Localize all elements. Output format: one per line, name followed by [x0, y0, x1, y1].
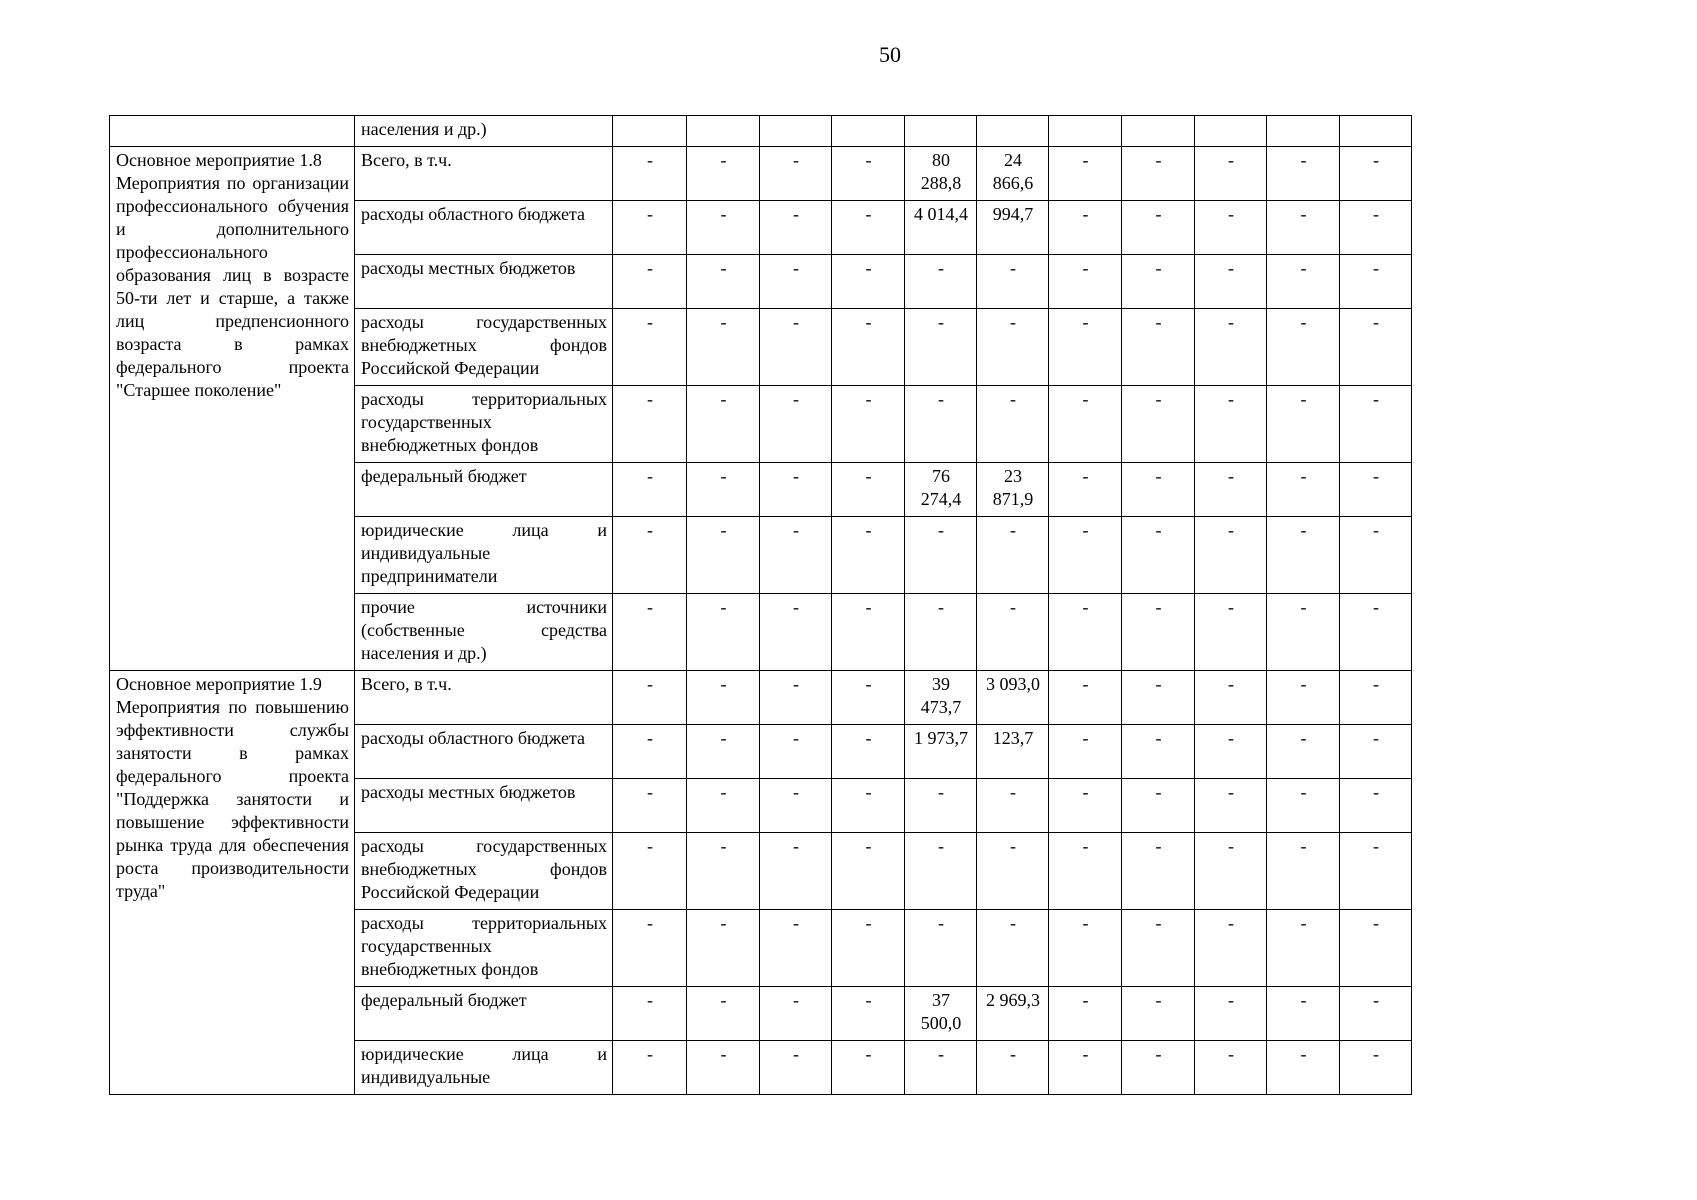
value-cell: -	[1049, 1041, 1122, 1095]
value-cell: -	[1195, 517, 1267, 594]
value-cell: -	[760, 517, 832, 594]
value-cell: -	[905, 255, 977, 309]
value-cell: -	[687, 386, 760, 463]
value-cell: -	[1195, 594, 1267, 671]
source-cell: расходы местных бюджетов	[355, 255, 613, 309]
source-cell: расходы государственных внебюджетных фондов Российской Федерации	[355, 309, 613, 386]
value-cell: 24 866,6	[977, 147, 1049, 201]
value-cell: -	[832, 779, 905, 833]
value-cell: 1 973,7	[905, 725, 977, 779]
value-cell: -	[1122, 1041, 1195, 1095]
value-cell: -	[1267, 594, 1340, 671]
value-cell: -	[1267, 987, 1340, 1041]
value-cell: 4 014,4	[905, 201, 977, 255]
value-cell: -	[613, 201, 687, 255]
value-cell: -	[1195, 833, 1267, 910]
value-cell: -	[1267, 833, 1340, 910]
value-cell: -	[760, 309, 832, 386]
value-cell: -	[977, 910, 1049, 987]
source-cell: Всего, в т.ч.	[355, 147, 613, 201]
value-cell: -	[1340, 463, 1412, 517]
value-cell: -	[1195, 463, 1267, 517]
value-cell: -	[760, 671, 832, 725]
value-cell: -	[1122, 201, 1195, 255]
value-cell: -	[905, 1041, 977, 1095]
value-cell: 80 288,8	[905, 147, 977, 201]
value-cell: -	[1267, 201, 1340, 255]
value-cell: -	[687, 255, 760, 309]
value-cell: -	[1049, 147, 1122, 201]
value-cell: -	[905, 833, 977, 910]
value-cell: -	[832, 833, 905, 910]
value-cell: -	[1122, 386, 1195, 463]
value-cell: -	[760, 255, 832, 309]
event-cell-continued	[110, 116, 355, 147]
source-cell: юридические лица и индивидуальные предприниматели	[355, 517, 613, 594]
value-cell: -	[1122, 910, 1195, 987]
value-cell: -	[1049, 910, 1122, 987]
value-cell: 76 274,4	[905, 463, 977, 517]
value-cell: -	[760, 201, 832, 255]
value-cell	[977, 116, 1049, 147]
value-cell: -	[1122, 309, 1195, 386]
value-cell: -	[760, 463, 832, 517]
value-cell: -	[1267, 671, 1340, 725]
value-cell: -	[1340, 833, 1412, 910]
value-cell	[1340, 116, 1412, 147]
value-cell: -	[1195, 309, 1267, 386]
value-cell: -	[832, 386, 905, 463]
value-cell: -	[977, 1041, 1049, 1095]
value-cell: -	[905, 517, 977, 594]
value-cell: -	[977, 594, 1049, 671]
value-cell: -	[977, 386, 1049, 463]
value-cell: -	[687, 833, 760, 910]
source-cell: расходы территориальных государственных внебюджетных фондов	[355, 910, 613, 987]
value-cell: -	[1049, 309, 1122, 386]
source-cell: расходы территориальных государственных внебюджетных фондов	[355, 386, 613, 463]
value-cell: -	[1195, 386, 1267, 463]
value-cell: -	[1195, 671, 1267, 725]
value-cell: -	[1049, 987, 1122, 1041]
value-cell: 37 500,0	[905, 987, 977, 1041]
value-cell: -	[1049, 463, 1122, 517]
value-cell: -	[1049, 255, 1122, 309]
value-cell: -	[1340, 910, 1412, 987]
source-cell: расходы государственных внебюджетных фондов Российской Федерации	[355, 833, 613, 910]
value-cell: -	[1340, 671, 1412, 725]
value-cell: -	[832, 517, 905, 594]
value-cell: -	[760, 386, 832, 463]
value-cell: -	[1122, 987, 1195, 1041]
value-cell: -	[832, 463, 905, 517]
value-cell: -	[1122, 725, 1195, 779]
value-cell: -	[1340, 201, 1412, 255]
value-cell: -	[613, 463, 687, 517]
source-cell: Всего, в т.ч.	[355, 671, 613, 725]
value-cell: -	[1122, 463, 1195, 517]
value-cell: -	[613, 910, 687, 987]
value-cell: -	[1267, 463, 1340, 517]
value-cell: -	[905, 386, 977, 463]
value-cell: -	[1049, 725, 1122, 779]
value-cell: -	[1049, 833, 1122, 910]
value-cell: -	[832, 671, 905, 725]
value-cell: -	[1122, 779, 1195, 833]
table-body	[110, 116, 1412, 1095]
value-cell: -	[905, 910, 977, 987]
value-cell: -	[1122, 147, 1195, 201]
value-cell: -	[1195, 201, 1267, 255]
value-cell: -	[1049, 517, 1122, 594]
value-cell: -	[687, 594, 760, 671]
value-cell: -	[1267, 147, 1340, 201]
value-cell: -	[832, 255, 905, 309]
value-cell: -	[1195, 1041, 1267, 1095]
value-cell: -	[1340, 779, 1412, 833]
value-cell: -	[977, 309, 1049, 386]
value-cell: -	[1340, 725, 1412, 779]
event-cell: Основное мероприятие 1.8 Мероприятия по организации профессионального обучения и дополнительного профессионального образования лиц в возрасте 50-ти лет и старше, а также лиц предпенсионного возраста в рамках федерального проекта "Старшее поколение"	[110, 147, 355, 671]
value-cell: -	[687, 463, 760, 517]
value-cell: 39 473,7	[905, 671, 977, 725]
value-cell: -	[1267, 517, 1340, 594]
value-cell	[760, 116, 832, 147]
value-cell: -	[1122, 671, 1195, 725]
page-number: 50	[879, 42, 901, 67]
value-cell: -	[1340, 517, 1412, 594]
value-cell: -	[1340, 1041, 1412, 1095]
value-cell: -	[687, 987, 760, 1041]
value-cell: -	[760, 594, 832, 671]
value-cell: -	[613, 725, 687, 779]
value-cell	[687, 116, 760, 147]
value-cell: -	[687, 517, 760, 594]
value-cell: -	[687, 1041, 760, 1095]
source-cell: федеральный бюджет	[355, 987, 613, 1041]
source-cell: расходы местных бюджетов	[355, 779, 613, 833]
value-cell: -	[832, 910, 905, 987]
value-cell: -	[905, 309, 977, 386]
value-cell: -	[760, 833, 832, 910]
value-cell: -	[1340, 147, 1412, 201]
value-cell: 123,7	[977, 725, 1049, 779]
value-cell: -	[1049, 201, 1122, 255]
value-cell: -	[832, 201, 905, 255]
value-cell: 3 093,0	[977, 671, 1049, 725]
value-cell: -	[613, 255, 687, 309]
value-cell: -	[613, 671, 687, 725]
value-cell: -	[832, 725, 905, 779]
value-cell: -	[1122, 517, 1195, 594]
value-cell: 994,7	[977, 201, 1049, 255]
value-cell: 23 871,9	[977, 463, 1049, 517]
value-cell: -	[613, 987, 687, 1041]
value-cell: -	[760, 910, 832, 987]
value-cell: -	[1340, 255, 1412, 309]
value-cell: -	[1267, 779, 1340, 833]
value-cell: -	[687, 671, 760, 725]
source-cell: населения и др.)	[355, 116, 613, 147]
value-cell: -	[832, 147, 905, 201]
value-cell: -	[1267, 255, 1340, 309]
value-cell: -	[1122, 255, 1195, 309]
table-row	[110, 116, 1412, 147]
source-cell: прочие источники (собственные средства населения и др.)	[355, 594, 613, 671]
value-cell: -	[1267, 386, 1340, 463]
value-cell: -	[905, 779, 977, 833]
value-cell	[1267, 116, 1340, 147]
source-cell: федеральный бюджет	[355, 463, 613, 517]
value-cell: -	[977, 517, 1049, 594]
value-cell: -	[613, 517, 687, 594]
value-cell: -	[1340, 987, 1412, 1041]
value-cell: -	[1340, 594, 1412, 671]
value-cell: -	[1340, 386, 1412, 463]
value-cell: -	[1049, 671, 1122, 725]
value-cell: -	[832, 1041, 905, 1095]
source-cell: расходы областного бюджета	[355, 725, 613, 779]
value-cell: -	[977, 833, 1049, 910]
value-cell	[1049, 116, 1122, 147]
value-cell: -	[1049, 594, 1122, 671]
value-cell: -	[760, 725, 832, 779]
value-cell: -	[977, 255, 1049, 309]
value-cell	[1195, 116, 1267, 147]
value-cell: -	[760, 1041, 832, 1095]
budget-table	[109, 115, 1412, 1095]
value-cell: -	[1195, 987, 1267, 1041]
table-row	[110, 147, 1412, 201]
value-cell: -	[613, 386, 687, 463]
value-cell: -	[687, 779, 760, 833]
value-cell: -	[1195, 725, 1267, 779]
value-cell: -	[832, 309, 905, 386]
value-cell: -	[613, 779, 687, 833]
value-cell: -	[760, 779, 832, 833]
value-cell: -	[1049, 779, 1122, 833]
value-cell	[613, 116, 687, 147]
value-cell: -	[613, 594, 687, 671]
value-cell: -	[687, 309, 760, 386]
source-cell: расходы областного бюджета	[355, 201, 613, 255]
value-cell: -	[977, 779, 1049, 833]
value-cell: -	[1122, 594, 1195, 671]
value-cell: -	[1195, 910, 1267, 987]
value-cell	[1122, 116, 1195, 147]
value-cell: -	[613, 1041, 687, 1095]
value-cell: 2 969,3	[977, 987, 1049, 1041]
value-cell: -	[905, 594, 977, 671]
table-row	[110, 671, 1412, 725]
value-cell: -	[1267, 1041, 1340, 1095]
value-cell: -	[1195, 779, 1267, 833]
value-cell: -	[1267, 910, 1340, 987]
value-cell: -	[1340, 309, 1412, 386]
value-cell	[832, 116, 905, 147]
value-cell: -	[1049, 386, 1122, 463]
value-cell: -	[613, 833, 687, 910]
value-cell: -	[687, 201, 760, 255]
value-cell: -	[1267, 725, 1340, 779]
value-cell: -	[760, 147, 832, 201]
value-cell: -	[687, 147, 760, 201]
value-cell: -	[1122, 833, 1195, 910]
source-cell: юридические лица и индивидуальные	[355, 1041, 613, 1095]
value-cell: -	[832, 594, 905, 671]
value-cell: -	[760, 987, 832, 1041]
value-cell: -	[1195, 147, 1267, 201]
value-cell: -	[1195, 255, 1267, 309]
value-cell: -	[687, 725, 760, 779]
value-cell: -	[687, 910, 760, 987]
value-cell	[905, 116, 977, 147]
value-cell: -	[613, 309, 687, 386]
value-cell: -	[1267, 309, 1340, 386]
value-cell: -	[832, 987, 905, 1041]
value-cell: -	[613, 147, 687, 201]
event-cell: Основное мероприятие 1.9 Мероприятия по повышению эффективности службы занятости в рамках федерального проекта "Поддержка занятости и повышение эффективности рынка труда для обеспечения роста производительности труда"	[110, 671, 355, 1095]
